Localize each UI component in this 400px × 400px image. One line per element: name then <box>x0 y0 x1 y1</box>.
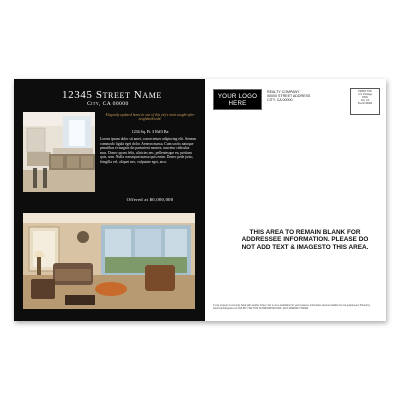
listing-panel <box>14 79 205 321</box>
postcard <box>14 79 386 321</box>
property-address-title: 12345 Street Name <box>62 89 162 101</box>
logo-line-1: YOUR LOGO <box>217 93 258 100</box>
listing-specs: 1234 Sq. Ft. 3 Bd/3 Ba <box>131 129 169 134</box>
postage-line: U.S. Postage <box>357 93 373 96</box>
return-address-line: 00000 STREET ADDRESS <box>267 94 311 99</box>
listing-tagline: Elegantly updated home in one of this city's most sought-after neighborhoods! <box>105 113 195 122</box>
return-address <box>267 90 310 103</box>
disclaimer-text: If your property is currently listed with another broker, this is not a solicitation for your business. Information deemed reliable but not guaranteed. Printed by www.imprintbypass.com 813.867.7122 THIS IS PRESORTED MAIL. ECO-FRIENDLY PAPER <box>213 305 371 310</box>
postage-line: PRSRT STD <box>358 90 372 93</box>
postage-line: Permit #0000 <box>357 102 373 105</box>
living-room-photo <box>23 213 195 309</box>
return-address-line: REALTY COMPANY <box>267 90 300 94</box>
kitchen-photo <box>23 112 95 192</box>
return-address-line: CITY, CA 00000 <box>267 98 293 103</box>
logo-placeholder <box>213 89 262 110</box>
listing-description: Lorem ipsum dolor sit amet, consectetuer adipiscing elit. Aenean commodo ligula eget dolor. Aenean massa. Cum sociis natoque penatibus et magnis dis parturient montes, nascetur ridiculus mus. Donec quam felis, ultricies nec, pellentesque eu, pretium quis, sem. Nulla consequat massa quis enim. Donec pede justo, fringilla vel, aliquet nec, vulputate eget, arcu. <box>100 137 196 164</box>
addressee-notice: THIS AREA TO REMAIN BLANK FOR ADDRESSEE INFORMATION. PLEASE DO NOT ADD TEXT & IMAGESTO THIS AREA. <box>241 229 369 251</box>
mailing-panel <box>205 79 386 321</box>
postage-line: PAID <box>362 96 368 99</box>
listing-price: Offered at $0,000,000 <box>126 197 174 202</box>
postage-indicia <box>350 88 380 115</box>
postage-line: City, CA <box>360 99 370 102</box>
logo-line-2: HERE <box>228 100 247 107</box>
property-city: City, CA 00000 <box>87 101 129 107</box>
